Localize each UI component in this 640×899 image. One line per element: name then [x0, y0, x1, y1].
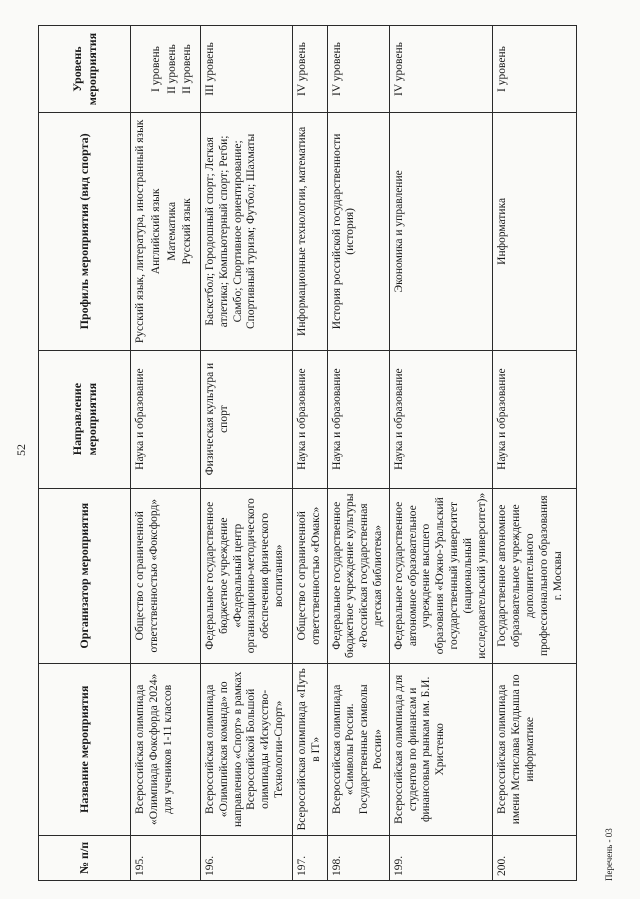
row-number: 196.: [201, 835, 293, 880]
level-item: III уровень: [204, 42, 216, 96]
page-number: 52: [14, 444, 28, 456]
table-row: [389, 26, 493, 881]
header-name: Название мероприятия: [39, 663, 131, 835]
header-num: № п/п: [39, 835, 131, 880]
event-profile: [389, 113, 493, 351]
event-profile: [493, 113, 577, 351]
profile-item: Баскетбол; Городошный спорт; Легкая атлетика; Компьютерный спорт; Регби; Самбо; Спортивное ориентирование; Спортивный туризм; Футбол; Шахматы: [204, 133, 258, 329]
event-profile: [327, 113, 389, 351]
row-number: 195.: [131, 835, 201, 880]
event-organizer: Общество с ограниченной ответственностью «Юмакс»: [293, 488, 328, 663]
event-name: Всероссийская олимпиада «Олимпиада Фоксфорда 2024» для учеников 1-11 классов: [131, 663, 201, 835]
event-direction: Наука и образование: [389, 350, 493, 488]
level-item: IV уровень: [330, 42, 343, 97]
row-number: 197.: [293, 835, 328, 880]
row-number: 200.: [493, 835, 577, 880]
header-profile: Профиль мероприятия (вид спорта): [39, 113, 131, 351]
event-profile: [131, 113, 201, 351]
level-item: IV уровень: [392, 42, 405, 97]
row-number: 199.: [389, 835, 493, 880]
event-organizer: Федеральное государственное бюджетное учреждение «Федеральный центр организационно-методического обеспечения физического воспитания»: [201, 488, 293, 663]
level-item: IV уровень: [296, 42, 308, 97]
table-header-row: [39, 26, 131, 881]
event-name: Всероссийская олимпиада для студентов по финансам и финансовым рынкам им. Б.И. Христенко: [389, 663, 493, 835]
profile-item: Экономика и управление: [392, 170, 405, 293]
event-profile: [201, 113, 293, 351]
profile-item: Русский язык: [181, 198, 194, 265]
profile-item: Русский язык, литература, иностранный язык: [134, 119, 146, 344]
row-number: 198.: [327, 835, 389, 880]
event-name: Всероссийская олимпиада «Олимпийская команда» по направлению «Спорт» в рамках Всероссийской Большой олимпиады «Искусство-Технологии-Спорт»: [201, 663, 293, 835]
event-direction: Физическая культура и спорт: [201, 350, 293, 488]
table-row: [201, 26, 293, 881]
table-row: [131, 26, 201, 881]
event-level: [389, 26, 493, 113]
event-organizer: Общество с ограниченной ответственностью «Фоксфорд»: [131, 488, 201, 663]
event-organizer: Федеральное государственное автономное образовательное учреждение высшего образования «Южно-Уральский государственный университет (национальный исследовательский университет)»: [389, 488, 493, 663]
header-organizer: Организатор мероприятия: [39, 488, 131, 663]
event-direction: Наука и образование: [493, 350, 577, 488]
event-name: Всероссийская олимпиада «Путь в IT»: [293, 663, 328, 835]
event-organizer: Государственное автономное образовательное учреждение дополнительного профессионального образования г. Москвы: [493, 488, 577, 663]
event-level: [493, 26, 577, 113]
event-level: [293, 26, 328, 113]
event-name: Всероссийская олимпиада «Символы России. Государственные символы России»: [327, 663, 389, 835]
page-footer: Перечень - 03: [604, 828, 614, 881]
profile-item: Информатика: [496, 197, 509, 265]
event-organizer: Федеральное государственное бюджетное учреждение культуры «Российская государственная детская библиотека»: [327, 488, 389, 663]
level-item: II уровень: [181, 44, 194, 94]
events-table: [38, 25, 577, 881]
header-level: Уровень мероприятия: [39, 26, 131, 113]
level-item: [134, 30, 148, 108]
event-level: [131, 26, 201, 113]
level-item: II уровень: [165, 44, 178, 94]
event-level: [201, 26, 293, 113]
event-name: Всероссийская олимпиада имени Мстислава Келдыша по информатике: [493, 663, 577, 835]
event-direction: Наука и образование: [327, 350, 389, 488]
event-level: [327, 26, 389, 113]
table-row: [327, 26, 389, 881]
level-item: I уровень: [149, 46, 162, 92]
profile-item: Математика: [165, 201, 178, 261]
profile-item: Информационные технологии, математика: [296, 126, 308, 336]
profile-item: История российской государственности (история): [330, 133, 357, 330]
table-row: [493, 26, 577, 881]
header-direction: Направление мероприятия: [39, 350, 131, 488]
event-profile: [293, 113, 328, 351]
table-row: [293, 26, 328, 881]
profile-item: Английский язык: [149, 188, 162, 275]
event-direction: Наука и образование: [131, 350, 201, 488]
event-direction: Наука и образование: [293, 350, 328, 488]
level-item: I уровень: [496, 46, 509, 92]
